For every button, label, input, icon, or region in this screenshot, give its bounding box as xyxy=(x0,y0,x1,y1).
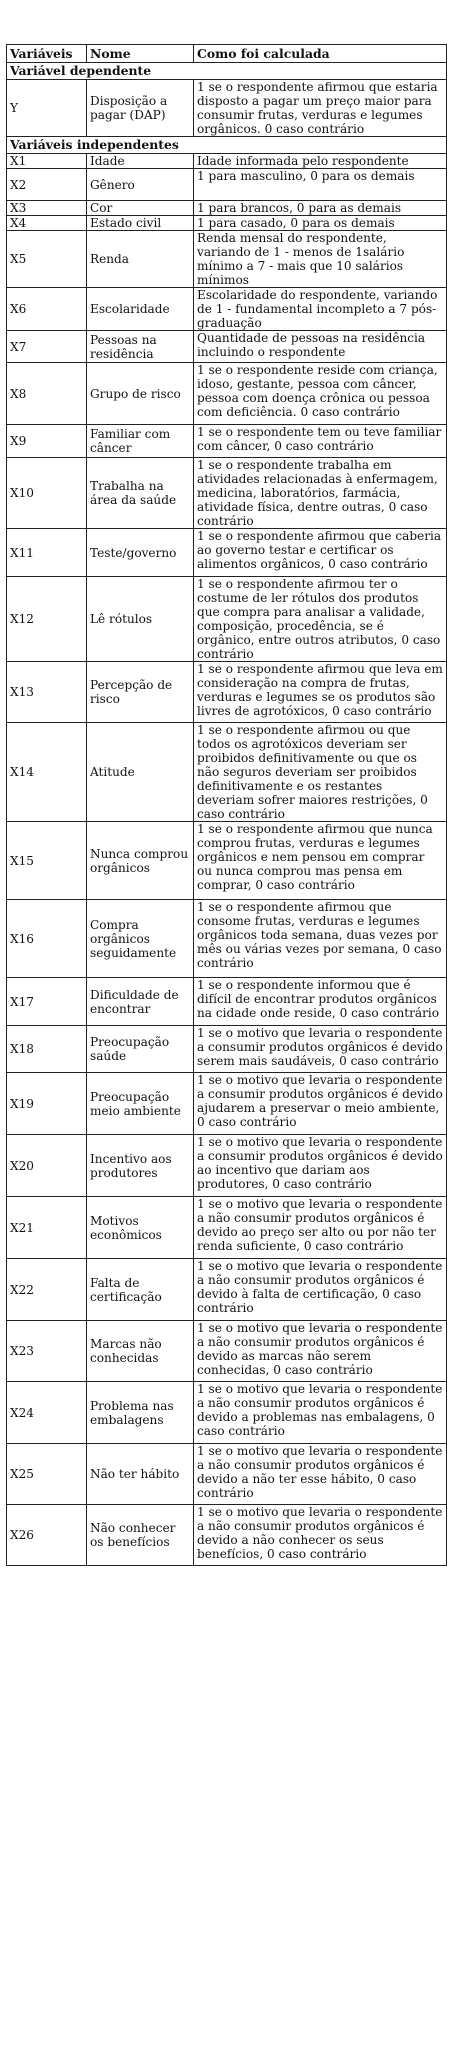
variable-code: X24 xyxy=(7,1382,87,1444)
section-dependent-label: Variável dependente xyxy=(7,63,447,80)
variable-description: 1 se o respondente tem ou teve familiar com câncer, 0 caso contrário xyxy=(194,425,447,458)
variable-code: X22 xyxy=(7,1259,87,1321)
variable-name: Dificuldade de encontrar xyxy=(87,978,194,1026)
variable-code: X11 xyxy=(7,529,87,577)
variable-name: Atitude xyxy=(87,723,194,822)
variable-code: X8 xyxy=(7,363,87,425)
table-row xyxy=(7,363,447,425)
variable-code: X1 xyxy=(7,154,87,169)
section-dependent xyxy=(7,63,447,80)
variable-description: 1 se o motivo que levaria o respondente a não consumir produtos orgânicos é devido a não ter esse hábito, 0 caso contrário xyxy=(194,1444,447,1505)
variable-description: 1 se o respondente trabalha em atividades relacionadas à enfermagem, medicina, laboratórios, farmácia, atividade física, dentre outras, 0 caso contrário xyxy=(194,458,447,529)
table-row xyxy=(7,201,447,216)
table-row xyxy=(7,154,447,169)
variable-code: X5 xyxy=(7,231,87,288)
table-row xyxy=(7,331,447,363)
variable-description: 1 se o respondente informou que é difícil de encontrar produtos orgânicos na cidade onde reside, 0 caso contrário xyxy=(194,978,447,1026)
section-independent xyxy=(7,137,447,154)
variable-code: X20 xyxy=(7,1135,87,1197)
variable-name: Não conhecer os benefícios xyxy=(87,1505,194,1566)
table-row xyxy=(7,1382,447,1444)
variable-description: 1 se o motivo que levaria o respondente a não consumir produtos orgânicos é devido as marcas não serem conhecidas, 0 caso contrário xyxy=(194,1321,447,1382)
variable-code: X2 xyxy=(7,169,87,201)
variable-code: X3 xyxy=(7,201,87,216)
variable-code: X19 xyxy=(7,1073,87,1135)
variable-code: X18 xyxy=(7,1026,87,1073)
variable-description: Renda mensal do respondente, variando de 1 - menos de 1salário mínimo a 7 - mais que 10 salários mínimos xyxy=(194,231,447,288)
variable-code: X13 xyxy=(7,662,87,723)
variable-name: Incentivo aos produtores xyxy=(87,1135,194,1197)
variable-description: 1 se o respondente afirmou que caberia ao governo testar e certificar os alimentos orgânicos, 0 caso contrário xyxy=(194,529,447,577)
variable-name: Familiar com câncer xyxy=(87,425,194,458)
variable-description: 1 se o motivo que levaria o respondente a consumir produtos orgânicos é devido serem mais saudáveis, 0 caso contrário xyxy=(194,1026,447,1073)
variable-description: Quantidade de pessoas na residência incluindo o respondente xyxy=(194,331,447,363)
variable-code: X15 xyxy=(7,822,87,900)
variable-description: 1 se o respondente afirmou que estaria disposto a pagar um preço maior para consumir frutas, verduras e legumes orgânicos. 0 caso contrário xyxy=(194,80,447,137)
variable-code: X23 xyxy=(7,1321,87,1382)
variable-name: Trabalha na área da saúde xyxy=(87,458,194,529)
table-row xyxy=(7,216,447,231)
variable-name: Problema nas embalagens xyxy=(87,1382,194,1444)
variable-name: Marcas não conhecidas xyxy=(87,1321,194,1382)
table-row xyxy=(7,1505,447,1566)
variable-code: X21 xyxy=(7,1197,87,1259)
table-row xyxy=(7,662,447,723)
variable-name: Motivos econômicos xyxy=(87,1197,194,1259)
table-row xyxy=(7,425,447,458)
variable-name: Nunca comprou orgânicos xyxy=(87,822,194,900)
variable-code: X14 xyxy=(7,723,87,822)
variable-name: Cor xyxy=(87,201,194,216)
variable-name: Idade xyxy=(87,154,194,169)
variable-name: Disposição a pagar (DAP) xyxy=(87,80,194,137)
variable-code: X4 xyxy=(7,216,87,231)
variable-name: Falta de certificação xyxy=(87,1259,194,1321)
table-row xyxy=(7,529,447,577)
variable-description: 1 se o motivo que levaria o respondente a não consumir produtos orgânicos é devido a problemas nas embalagens, 0 caso contrário xyxy=(194,1382,447,1444)
table-row xyxy=(7,1259,447,1321)
header-row xyxy=(7,45,447,63)
table-row xyxy=(7,723,447,822)
table-row xyxy=(7,288,447,331)
variable-name: Preocupação saúde xyxy=(87,1026,194,1073)
variable-name: Estado civil xyxy=(87,216,194,231)
table-row xyxy=(7,1444,447,1505)
table-row xyxy=(7,1321,447,1382)
header-name: Nome xyxy=(87,45,194,63)
table-row xyxy=(7,1026,447,1073)
variable-description: Escolaridade do respondente, variando de 1 - fundamental incompleto a 7 pós-graduação xyxy=(194,288,447,331)
table-row xyxy=(7,1135,447,1197)
variable-name: Grupo de risco xyxy=(87,363,194,425)
variable-description: 1 se o respondente afirmou que consome frutas, verduras e legumes orgânicos toda semana, duas vezes por mês ou várias vezes por semana, 0 caso contrário xyxy=(194,900,447,978)
table-row xyxy=(7,458,447,529)
variable-description: 1 para masculino, 0 para os demais xyxy=(194,169,447,201)
variable-description: 1 se o motivo que levaria o respondente a não consumir produtos orgânicos é devido ao preço ser alto ou por não ter renda suficiente, 0 caso contrário xyxy=(194,1197,447,1259)
variable-code: X12 xyxy=(7,577,87,662)
variable-name: Compra orgânicos seguidamente xyxy=(87,900,194,978)
variable-description: 1 para casado, 0 para os demais xyxy=(194,216,447,231)
variable-code: X17 xyxy=(7,978,87,1026)
variable-name: Lê rótulos xyxy=(87,577,194,662)
variable-name: Renda xyxy=(87,231,194,288)
variable-code: X6 xyxy=(7,288,87,331)
variable-description: 1 se o respondente afirmou que leva em consideração na compra de frutas, verduras e legumes se os produtos são livres de agrotóxicos, 0 caso contrário xyxy=(194,662,447,723)
variable-description: 1 se o motivo que levaria o respondente a não consumir produtos orgânicos é devido a não conhecer os seus benefícios, 0 caso contrário xyxy=(194,1505,447,1566)
variable-description: 1 se o respondente reside com criança, idoso, gestante, pessoa com câncer, pessoa com doença crônica ou pessoa com deficiência. 0 caso contrário xyxy=(194,363,447,425)
variables-table xyxy=(6,44,447,1566)
variable-description: 1 se o motivo que levaria o respondente a consumir produtos orgânicos é devido ajudarem a preservar o meio ambiente, 0 caso contrário xyxy=(194,1073,447,1135)
section-independent-label: Variáveis independentes xyxy=(7,137,447,154)
table-row xyxy=(7,822,447,900)
variable-description: 1 para brancos, 0 para as demais xyxy=(194,201,447,216)
variable-code: X26 xyxy=(7,1505,87,1566)
variable-name: Pessoas na residência xyxy=(87,331,194,363)
table-row xyxy=(7,231,447,288)
table-row xyxy=(7,978,447,1026)
variable-code: X7 xyxy=(7,331,87,363)
variable-name: Percepção de risco xyxy=(87,662,194,723)
variable-name: Não ter hábito xyxy=(87,1444,194,1505)
table-row xyxy=(7,1073,447,1135)
variable-name: Teste/governo xyxy=(87,529,194,577)
variable-code: Y xyxy=(7,80,87,137)
variable-name: Preocupação meio ambiente xyxy=(87,1073,194,1135)
variable-code: X10 xyxy=(7,458,87,529)
variable-description: 1 se o respondente afirmou ter o costume de ler rótulos dos produtos que compra para analisar a validade, composição, procedência, se é orgânico, entre outros atributos, 0 caso contrário xyxy=(194,577,447,662)
variable-description: 1 se o motivo que levaria o respondente a consumir produtos orgânicos é devido ao incentivo que dariam aos produtores, 0 caso contrário xyxy=(194,1135,447,1197)
table-row xyxy=(7,169,447,201)
variable-code: X16 xyxy=(7,900,87,978)
table-row xyxy=(7,900,447,978)
header-how-calculated: Como foi calculada xyxy=(194,45,447,63)
header-variables: Variáveis xyxy=(7,45,87,63)
variable-code: X9 xyxy=(7,425,87,458)
variable-name: Escolaridade xyxy=(87,288,194,331)
table-row xyxy=(7,80,447,137)
variable-name: Gênero xyxy=(87,169,194,201)
variable-description: Idade informada pelo respondente xyxy=(194,154,447,169)
variable-description: 1 se o motivo que levaria o respondente a não consumir produtos orgânicos é devido à falta de certificação, 0 caso contrário xyxy=(194,1259,447,1321)
variable-description: 1 se o respondente afirmou ou que todos os agrotóxicos deveriam ser proibidos definitivamente ou que os não seguros deveriam ser proibidos definitivamente e os restantes deveriam sofrer maiores restrições, 0 caso contrário xyxy=(194,723,447,822)
table-row xyxy=(7,577,447,662)
table-row xyxy=(7,1197,447,1259)
variable-description: 1 se o respondente afirmou que nunca comprou frutas, verduras e legumes orgânicos e nem pensou em comprar ou nunca comprou mas pensa em comprar, 0 caso contrário xyxy=(194,822,447,900)
variable-code: X25 xyxy=(7,1444,87,1505)
